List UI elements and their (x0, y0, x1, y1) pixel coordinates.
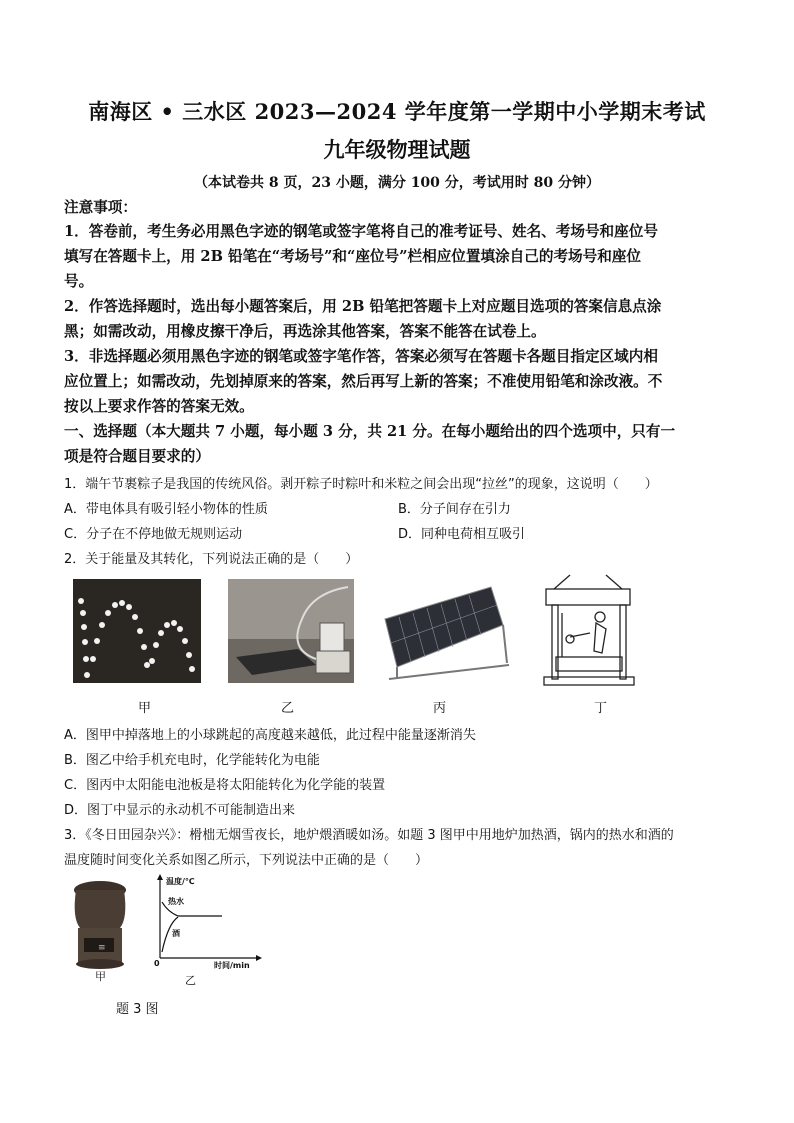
notes-line: 按以上要求作答的答案无效。 (64, 398, 254, 415)
figure3-title: 题 3 图 (116, 1002, 159, 1017)
caption-fig3-jia: 甲 (95, 970, 106, 983)
q3-stem-line1: 3．《冬日田园杂兴》：榾柮无烟雪夜长，地炉煨酒暖如汤。如题 3 图甲中用地炉加热酒，锅内的热水和酒的 (64, 828, 674, 843)
q1-option-b: B．分子间存在引力 (398, 502, 511, 517)
notes-line: 应位置上；如需改动，先划掉原来的答案，然后再写上新的答案；不准使用铅笔和涂改液。不 (64, 373, 663, 390)
graph-y-axis-label: 温度/℃ (166, 877, 195, 886)
caption-ding: 丁 (594, 701, 608, 716)
q2-stem: 2．关于能量及其转化，下列说法正确的是（ ） (64, 552, 359, 567)
notes-line: 1．答卷前，考生务必用黑色字迹的钢笔或签字笔将自己的准考证号、姓名、考场号和座位号 (64, 223, 658, 240)
graph-origin-label: 0 (154, 959, 160, 968)
svg-text:≡: ≡ (98, 943, 106, 953)
section-heading-cont: 项是符合题目要求的） (64, 448, 210, 465)
q1-stem: 1．端午节裹粽子是我国的传统风俗。剥开粽子时粽叶和米粒之间会出现“拉丝”的现象，这说明（ ） (64, 477, 658, 492)
bouncing-ball-photo (73, 579, 201, 683)
solar-panel-photo (379, 579, 515, 683)
q3-stem-line2: 温度随时间变化关系如图乙所示，下列说法中正确的是（ ） (64, 853, 429, 868)
notes-line: 2．作答选择题时，选出每小题答案后，用 2B 铅笔把答题卡上对应题目选项的答案信息点涂 (64, 298, 662, 315)
stove-pot-photo (70, 878, 130, 970)
caption-fig3-yi: 乙 (185, 974, 196, 987)
notes-line: 3．非选择题必须用黑色字迹的钢笔或签字笔作答，答案必须写在答题卡各题目指定区域内相 (64, 348, 658, 365)
graph-x-axis-label: 时间/min (214, 961, 250, 970)
exam-title: 南海区 • 三水区 2023—2024 学年度第一学期中小学期末考试 (88, 99, 706, 124)
temperature-time-graph (148, 872, 266, 972)
section-heading: 一、选择题（本大题共 7 小题，每小题 3 分，共 21 分。在每小题给出的四个选项中，只有一 (64, 423, 676, 440)
q2-option-b: B．图乙中给手机充电时，化学能转化为电能 (64, 753, 320, 768)
caption-yi: 乙 (281, 701, 295, 716)
phone-charging-photo (228, 579, 354, 683)
exam-subtitle: 九年级物理试题 (323, 137, 471, 162)
caption-bing: 丙 (433, 701, 447, 716)
notes-line: 填写在答题卡上，用 2B 铅笔在“考场号”和“座位号”栏相应位置填涂自己的考场号和座位 (64, 248, 642, 265)
q1-option-a: A．带电体具有吸引轻小物体的性质 (64, 502, 268, 517)
q2-option-d: D．图丁中显示的永动机不可能制造出来 (64, 803, 296, 818)
exam-info: （本试卷共 8 页，23 小题，满分 100 分，考试用时 80 分钟） (193, 175, 601, 191)
q2-option-a: A．图甲中掉落地上的小球跳起的高度越来越低，此过程中能量逐渐消失 (64, 728, 476, 743)
caption-jia: 甲 (138, 701, 152, 716)
perpetual-motion-drawing (540, 573, 636, 689)
notes-heading: 注意事项： (64, 199, 137, 216)
q1-option-c: C．分子在不停地做无规则运动 (64, 527, 243, 542)
graph-series-hot-water: 热水 (168, 897, 184, 906)
graph-series-wine: 酒 (172, 929, 180, 938)
notes-line: 号。 (64, 273, 94, 290)
q2-option-c: C．图丙中太阳能电池板是将太阳能转化为化学能的装置 (64, 778, 386, 793)
notes-line: 黑；如需改动，用橡皮擦干净后，再选涂其他答案，答案不能答在试卷上。 (64, 323, 546, 340)
q1-option-d: D．同种电荷相互吸引 (398, 527, 526, 542)
